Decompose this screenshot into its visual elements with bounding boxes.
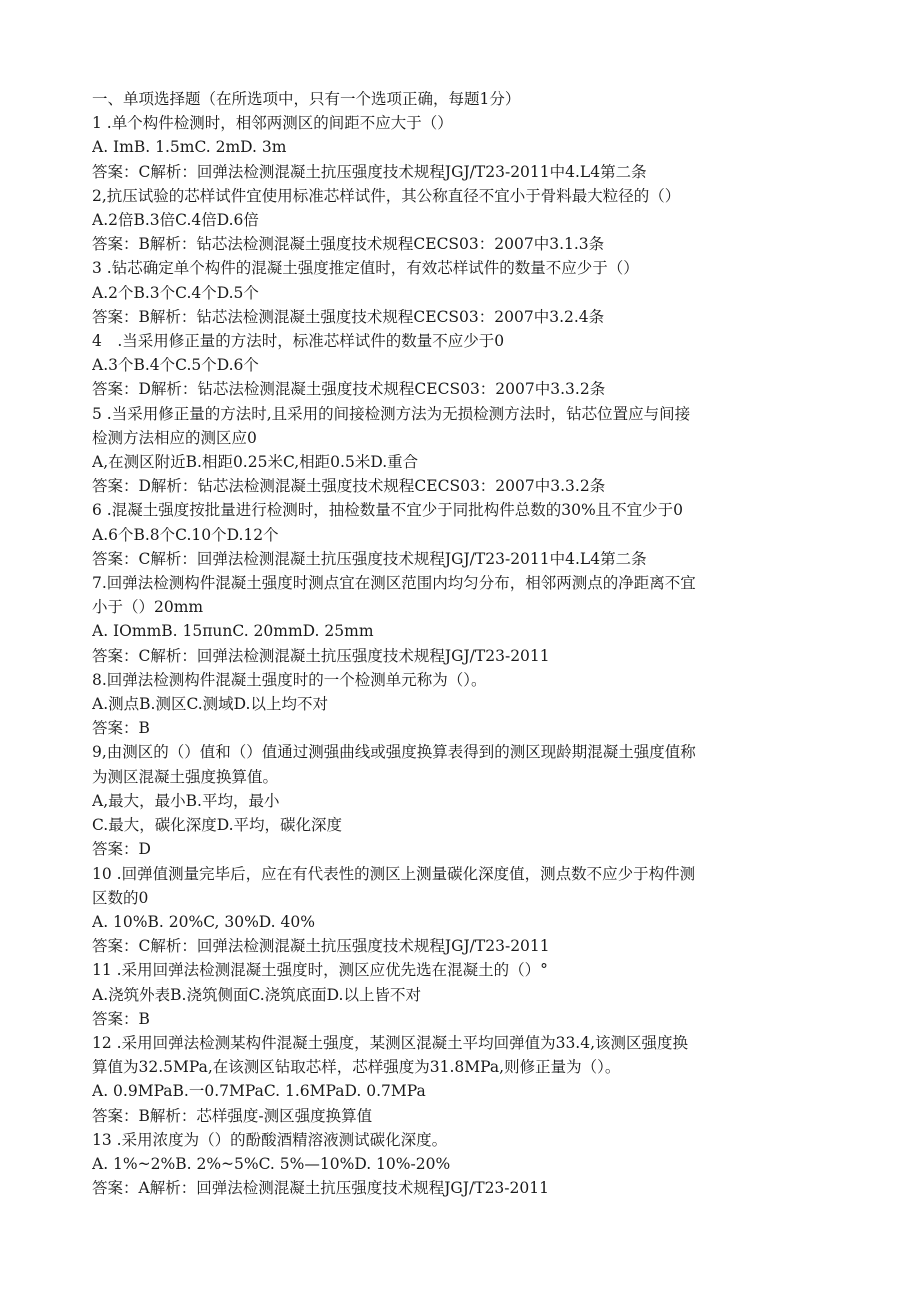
document-body [92,87,832,1200]
text-line: 答案：B [92,719,150,738]
text-line: 8.回弹法检测构件混凝土强度时的一个检测单元称为（）。 [92,670,487,689]
text-line: A. IOmmB. 15πunC. 20mmD. 25mm [92,622,374,641]
text-line: 答案：B解析：芯样强度-测区强度换算值 [92,1106,373,1125]
text-line: A.3个B.4个C.5个D.6个 [92,356,259,375]
text-line: A.2倍B.3倍C.4倍D.6倍 [92,211,259,230]
text-line: 答案：C解析：回弹法检测混凝土抗压强度技术规程JGJ/T23-2011 [92,937,550,956]
text-line: C.最大，碳化深度D.平均，碳化深度 [92,816,343,835]
text-line: 7.回弹法检测构件混凝土强度时测点宜在测区范围内均匀分布，相邻两测点的净距离不宜 [92,574,696,593]
text-line: 答案：C解析：回弹法检测混凝土抗压强度技术规程JGJ/T23-2011 [92,646,550,665]
text-line: A. ImB. 1.5mC. 2mD. 3m [92,138,287,157]
text-line: 答案：D解析：钻芯法检测混凝土强度技术规程CECS03：2007中3.3.2条 [92,380,606,399]
text-line: A. 1%~2%B. 2%~5%C. 5%—10%D. 10%-20% [92,1154,451,1173]
text-line: 检测方法相应的测区应0 [92,428,257,447]
text-line: A. 0.9MPaB.一0.7MPaC. 1.6MPaD. 0.7MPa [92,1082,426,1101]
text-line: A.浇筑外表B.浇筑侧面C.浇筑底面D.以上皆不对 [92,985,421,1004]
text-line: A,最大，最小B.平均，最小 [92,791,280,810]
text-line: 为测区混凝土强度换算值。 [92,767,279,786]
text-line: 4 .当采用修正量的方法时，标准芯样试件的数量不应少于0 [92,332,505,351]
text-line: 小于（）20mm [92,598,204,617]
text-line: 11 .采用回弹法检测混凝土强度时，测区应优先选在混凝土的（）° [92,961,548,980]
text-line: 13 .采用浓度为（）的酚酸酒精溶液测试碳化深度。 [92,1130,448,1149]
text-line: 6 .混凝土强度按批量进行检测时，抽检数量不宜少于同批构件总数的30%且不宜少于0 [92,501,684,520]
text-line: A.6个B.8个C.10个D.12个 [92,525,279,544]
text-line: 5 .当采用修正量的方法时,且采用的间接检测方法为无损检测方法时，钻芯位置应与间接 [92,404,691,423]
text-line: 答案：D [92,840,151,859]
text-line: 答案：C解析：回弹法检测混凝土抗压强度技术规程JGJ/T23-2011中4.L4第二条 [92,549,647,568]
text-line: 9,由测区的（）值和（）值通过测强曲线或强度换算表得到的测区现龄期混凝土强度值称 [92,743,696,762]
text-line: 算值为32.5MPa,在该测区钻取芯样，芯样强度为31.8MPa,则修正量为（）。 [92,1058,621,1077]
text-line: 答案：A解析：回弹法检测混凝土抗压强度技术规程JGJ/T23-2011 [92,1179,549,1198]
section-title: 一、单项选择题（在所选项中，只有一个选项正确，每题1分） [92,90,521,108]
text-line: A. 10%B. 20%C, 30%D. 40% [92,912,315,931]
text-line: 答案：B [92,1009,150,1028]
text-line: 12 .采用回弹法检测某构件混凝土强度，某测区混凝土平均回弹值为33.4,该测区强度换 [92,1033,689,1052]
text-line: 答案：D解析：钻芯法检测混凝土强度技术规程CECS03：2007中3.3.2条 [92,477,606,496]
text-line: 区数的0 [92,888,149,907]
text-line: 答案：C解析：回弹法检测混凝土抗压强度技术规程JGJ/T23-2011中4.L4第二条 [92,162,647,181]
text-line: A.2个B.3个C.4个D.5个 [92,283,259,302]
text-line: 1 .单个构件检测时，相邻两测区的间距不应大于（） [92,114,453,133]
text-line: 2,抗压试验的芯样试件宜使用标准芯样试件，其公称直径不宜小于骨料最大粒径的（） [92,186,681,205]
text-line: 答案：B解析：钻芯法检测混凝土强度技术规程CECS03：2007中3.1.3条 [92,235,605,254]
text-line: A.测点B.测区C.测域D.以上均不对 [92,695,328,714]
text-line: 3 .钻芯确定单个构件的混凝土强度推定值时，有效芯样试件的数量不应少于（） [92,259,639,278]
text-line: 答案：B解析：钻芯法检测混凝土强度技术规程CECS03：2007中3.2.4条 [92,307,605,326]
text-line: 10 .回弹值测量完毕后，应在有代表性的测区上测量碳化深度值，测点数不应少于构件测 [92,864,696,883]
text-line: A,在测区附近B.相距0.25米C,相距0.5米D.重合 [92,453,419,472]
